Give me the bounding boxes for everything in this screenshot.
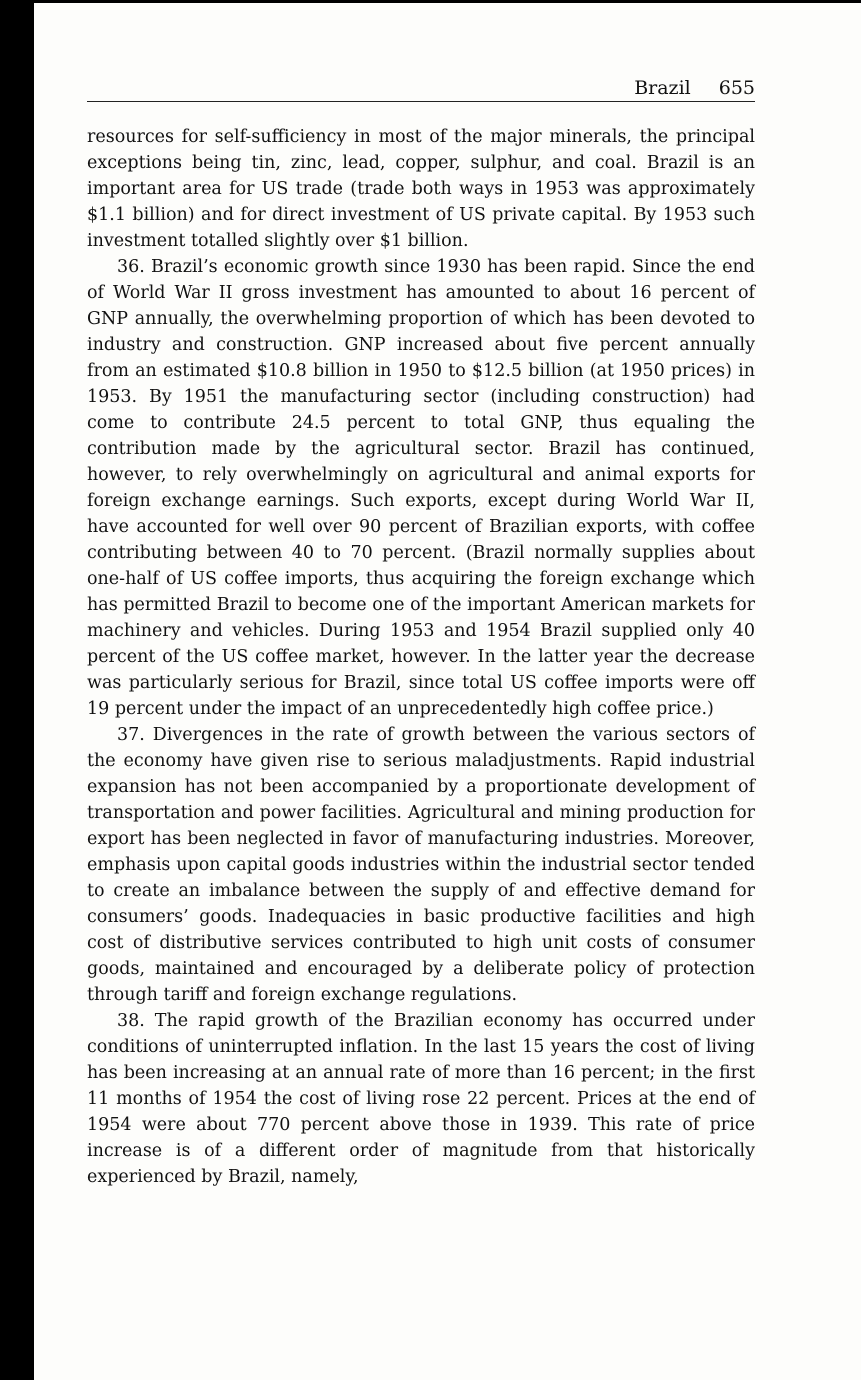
- running-head-title: Brazil: [634, 77, 691, 99]
- running-head: [87, 76, 755, 102]
- paragraph-36: 36. Brazil’s economic growth since 1930 has been rapid. Since the end of World War II gross investment has amounted to about 16 percent of GNP annually, the overwhelming proportion of which has been devoted to industry and construction. GNP increased about five percent annually from an estimated $10.8 billion in 1950 to $12.5 billion (at 1950 prices) in 1953. By 1951 the manufacturing sector (including construction) had come to contribute 24.5 percent to total GNP, thus equaling the contribution made by the agricultural sector. Brazil has continued, however, to rely overwhelmingly on agricultural and animal exports for foreign exchange earnings. Such exports, except during World War II, have accounted for well over 90 percent of Brazilian exports, with coffee contributing between 40 to 70 percent. (Brazil normally supplies about one-half of US coffee imports, thus acquiring the foreign exchange which has permitted Brazil to become one of the important American markets for machinery and vehicles. During 1953 and 1954 Brazil supplied only 40 percent of the US coffee market, however. In the latter year the decrease was particularly serious for Brazil, since total US coffee imports were off 19 percent under the impact of an unprecedentedly high coffee price.): [87, 257, 755, 719]
- paragraph-37: 37. Divergences in the rate of growth between the various sectors of the economy have given rise to serious maladjustments. Rapid industrial expansion has not been accompanied by a proportionate development of transportation and power facilities. Agricultural and mining production for export has been neglected in favor of manufacturing industries. Moreover, emphasis upon capital goods industries within the industrial sector tended to create an imbalance between the supply of and effective demand for consumers’ goods. Inadequacies in basic productive facilities and high cost of distributive services contributed to high unit costs of consumer goods, maintained and encouraged by a deliberate policy of protection through tariff and foreign exchange regulations.: [87, 725, 755, 1005]
- paragraph-continuation: resources for self-sufficiency in most of the major minerals, the principal exceptions being tin, zinc, lead, copper, sulphur, and coal. Brazil is an important area for US trade (trade both ways in 1953 was approximately $1.1 billion) and for direct investment of US private capital. By 1953 such investment totalled slightly over $1 billion.: [87, 127, 755, 251]
- page-number: 655: [718, 77, 755, 99]
- body-text: [87, 124, 755, 1190]
- scan-border-left: [0, 0, 34, 1380]
- paragraph-38: 38. The rapid growth of the Brazilian economy has occurred under conditions of uninterrupted inflation. In the last 15 years the cost of living has been increasing at an annual rate of more than 16 percent; in the first 11 months of 1954 the cost of living rose 22 percent. Prices at the end of 1954 were about 770 percent above those in 1939. This rate of price increase is of a different order of magnitude from that historically experienced by Brazil, namely,: [87, 1011, 755, 1187]
